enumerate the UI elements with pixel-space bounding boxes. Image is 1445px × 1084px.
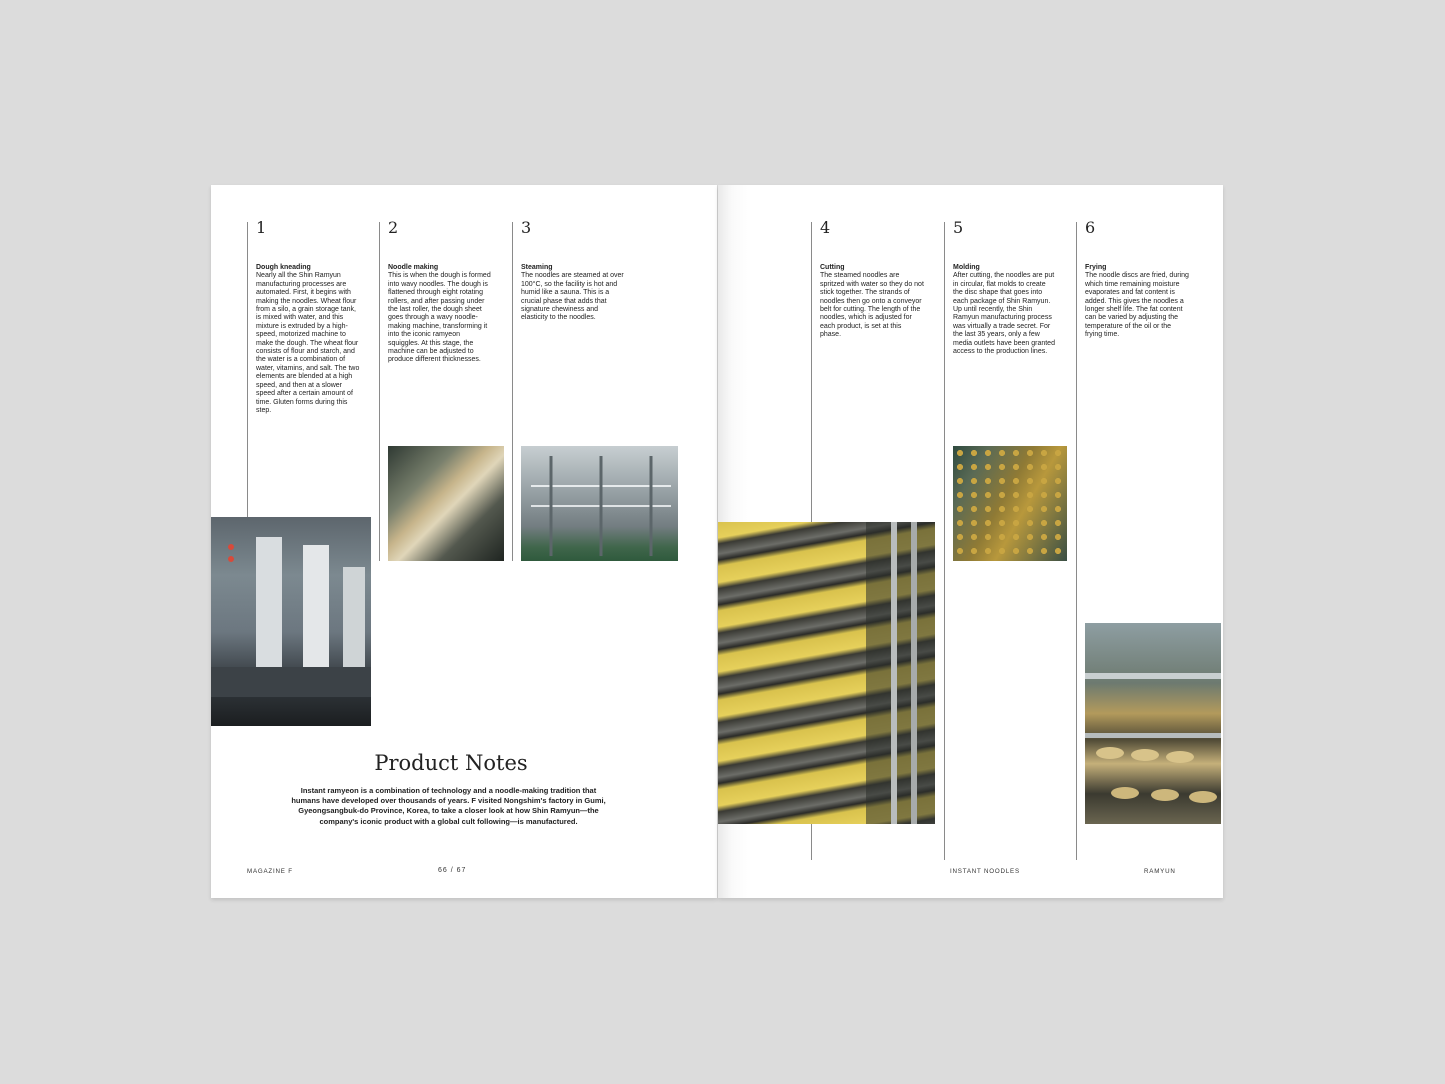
product-notes-body: Instant ramyeon is a combination of technology and a noodle-making tradition that humans have developed over thousands of years. F visited Nongshim's factory in Gumi, Gyeongsangbuk-do Province, Korea, to take a closer look at how Shin Ramyun—the company's iconic product with a global cult following—is manufactured. bbox=[291, 786, 606, 826]
step-number: 5 bbox=[953, 218, 964, 237]
molding-line-photo bbox=[953, 446, 1067, 561]
left-page bbox=[211, 185, 717, 898]
cutting-conveyor-photo bbox=[718, 522, 935, 824]
step-body: The noodles are steamed at over 100°C, so the facility is hot and humid like a sauna. This is a crucial phase that adds that signature chewiness and elasticity to the noodles. bbox=[521, 272, 624, 322]
step-title: Dough kneading bbox=[256, 264, 311, 271]
footer-topic-name: RAMYUN bbox=[1144, 868, 1176, 875]
step-text-steaming bbox=[521, 264, 625, 323]
step-number: 2 bbox=[388, 218, 399, 237]
footer-section-name: INSTANT NOODLES bbox=[950, 868, 1020, 875]
step-number: 6 bbox=[1085, 218, 1096, 237]
step-title: Steaming bbox=[521, 264, 553, 271]
step-title: Molding bbox=[953, 264, 980, 271]
product-notes-title: Product Notes bbox=[374, 751, 528, 775]
steaming-facility-photo bbox=[521, 446, 678, 561]
step-title: Cutting bbox=[820, 264, 845, 271]
footer-magazine-name: MAGAZINE F bbox=[247, 868, 293, 875]
noodle-roller-photo bbox=[388, 446, 504, 561]
step-body: The steamed noodles are spritzed with water so they do not stick together. The strands of noodles then go onto a conveyor belt for cutting. The length of the noodles, which is adjusted for each product, is set at this phase. bbox=[820, 272, 924, 339]
step-body: This is when the dough is formed into wavy noodles. The dough is flattened through eight rotating rollers, and after passing under the last roller, the dough sheet goes through a wavy noodle-making machine, transforming it into the iconic ramyeon squiggles. At this stage, the machine can be adjusted to produce different thicknesses. bbox=[388, 272, 491, 364]
step-title: Frying bbox=[1085, 264, 1107, 271]
page-numbers: 66 / 67 bbox=[438, 867, 467, 874]
step-number: 4 bbox=[820, 218, 831, 237]
column-rule-3 bbox=[512, 222, 513, 561]
column-rule-2 bbox=[379, 222, 380, 561]
step-text-noodle-making bbox=[388, 264, 492, 365]
column-rule-6 bbox=[1076, 222, 1077, 860]
step-body: The noodle discs are fried, during which time remaining moisture evaporates and fat content is added. This gives the noodles a longer shelf life. The fat content can be varied by adjusting the temperature of the oil or the frying time. bbox=[1085, 272, 1189, 339]
frying-line-photo bbox=[1085, 623, 1221, 824]
step-number: 3 bbox=[521, 218, 532, 237]
right-page bbox=[718, 185, 1223, 898]
step-title: Noodle making bbox=[388, 264, 439, 271]
step-text-dough-kneading bbox=[256, 264, 361, 415]
step-number: 1 bbox=[256, 218, 267, 237]
step-text-molding bbox=[953, 264, 1057, 356]
step-body: After cutting, the noodles are put in circular, flat molds to create the disc shape that goes into each package of Shin Ramyun. Up until recently, the Shin Ramyun manufacturing process was virtually a trade secret. For the last 35 years, only a few media outlets have been granted access to the production lines. bbox=[953, 272, 1055, 356]
kneading-machine-photo bbox=[211, 517, 371, 726]
step-body: Nearly all the Shin Ramyun manufacturing processes are automated. First, it begins with making the noodles. Wheat flour from a silo, a grain storage tank, is mixed with water, and this mixture is extruded by a high-speed, motorized machine to make the dough. The wheat flour consists of flour and starch, and the water is a combination of water, vitamins, and salt. The two elements are blended at a high speed, and then at a slower speed after a certain amount of time. Gluten forms during this step. bbox=[256, 272, 360, 414]
step-text-cutting bbox=[820, 264, 924, 340]
column-rule-5 bbox=[944, 222, 945, 860]
step-text-frying bbox=[1085, 264, 1189, 340]
